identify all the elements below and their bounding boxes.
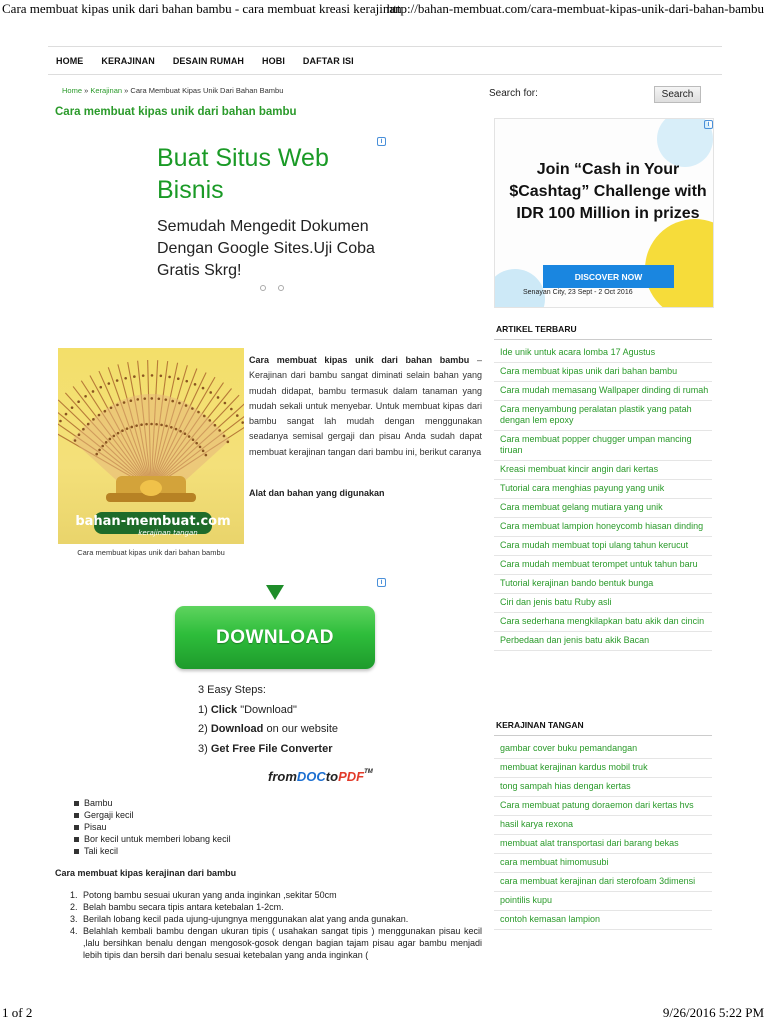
step-1 [198,701,338,721]
brand-to: to [325,769,339,784]
discover-now-button[interactable]: DISCOVER NOW [543,265,674,288]
intro-bold: Cara membuat kipas unik dari bahan bambu [249,355,470,365]
ad-pagination-dots [260,285,284,291]
download-steps [198,681,338,759]
print-header [0,0,768,20]
ad-body-text: Semudah Mengedit Dokumen Dengan Google Sites.Uji Coba Gratis Skrg! [157,218,375,279]
step-2-rest: on our website [263,723,339,735]
image-watermark: bahan-membuat.com [75,514,231,529]
sidebar-link[interactable]: Tutorial cara menghias payung yang unik [494,480,712,499]
sidebar-link[interactable]: contoh kemasan lampion [494,911,712,930]
image-caption: Cara membuat kipas unik dari bahan bambu [77,548,225,557]
sidebar-link[interactable]: pointilis kupu [494,892,712,911]
list-item: 4. Belahlah kembali bambu dengan ukuran tipis ( usahakan sangat tipis ) menggunakan pisau kecil ,lalu bersihkan benalu dengan mengosok-gosok dengan bagian tajam pisau agar bambu menjadi lebih tipis dan bersih dari benalu sesuai ketebalan yang anda inginkan ( [70,926,482,960]
sidebar-link[interactable]: Cara sederhana mengkilapkan batu akik dan cincin [494,613,712,632]
breadcrumb-separator: » [122,86,131,95]
search-label: Search for: [489,88,538,99]
step-1-rest: "Download" [237,703,297,716]
breadcrumb [62,86,283,95]
breadcrumb-category-link[interactable]: Kerajinan [90,86,123,95]
step-1-num: 1) [198,703,211,716]
list-item: Gergaji kecil [74,809,231,821]
nav-item-hobi[interactable]: HOBI [262,55,285,66]
sidebar-link[interactable]: cara membuat himomusubi [494,854,712,873]
brand-from: from [268,769,297,784]
sidebar-link[interactable]: Ide unik untuk acara lomba 17 Agustus [494,344,712,363]
intro-paragraph [249,353,482,460]
nav-item-kerajinan[interactable]: KERAJINAN [101,55,155,66]
sidebar-link[interactable]: membuat kerajinan kardus mobil truk [494,759,712,778]
post-title[interactable]: Cara membuat kipas unik dari bahan bambu [55,106,297,118]
sidebar-link[interactable]: Cara mudah memasang Wallpaper dinding di rumah [494,382,712,401]
section-divider [494,339,712,340]
brand-tm: TM [364,769,373,775]
handcraft-heading: KERAJINAN TANGAN [496,720,584,730]
step-3-num: 3) [198,742,211,755]
list-item: 1. Potong bambu sesuai ukuran yang anda inginkan ,sekitar 50cm [70,890,337,900]
sidebar-link[interactable]: Cara membuat lampion honeycomb hiasan dinding [494,518,712,537]
sidebar-link[interactable]: gambar cover buku pemandangan [494,740,712,759]
download-button-label: DOWNLOAD [216,626,334,648]
print-footer [0,1004,768,1024]
sidebar-link[interactable]: hasil karya rexona [494,816,712,835]
adchoices-icon[interactable]: i [377,137,386,146]
print-page-number: 1 of 2 [2,1005,33,1020]
text-ad[interactable] [150,136,390,306]
step-text: Belah bambu secara tipis antara ketebalan 1-2cm. [83,902,284,912]
section-divider [494,735,712,736]
step-2-num: 2) [198,723,211,735]
steps-heading: Cara membuat kipas kerajinan dari bambu [55,868,237,878]
brand-pdf: PDF [338,769,365,784]
sidebar-link[interactable]: Cara membuat popper chugger umpan mancing tiruan [494,431,712,461]
sidebar-link[interactable]: Cara menyambung peralatan plastik yang patah dengan lem epoxy [494,401,712,431]
list-item: 3. Berilah lobang kecil pada ujung-ujungnya menggunakan alat yang anda gunakan. [70,914,409,924]
list-item: Bor kecil untuk memberi lobang kecil [74,833,231,845]
banner-text: Join “Cash in Your $Cashtag” Challenge with IDR 100 Million in prizes [509,161,707,222]
bamboo-fan-illustration [58,348,244,544]
print-datetime: 9/26/2016 5:22 PM [662,1005,764,1020]
step-text: Belahlah kembali bambu dengan ukuran tipis ( usahakan sangat tipis ) menggunakan pisau kecil ,lalu bersihkan benalu dengan mengosok-gosok dengan bagian tajam pisau agar bambu menjadi lebih tipis dan bersih dari benalu sesuai ketebalan yang anda inginkan ( [83,926,482,960]
adchoices-icon[interactable]: i [704,120,713,129]
sidebar-link[interactable]: Kreasi membuat kincir angin dari kertas [494,461,712,480]
sidebar-link[interactable]: Cara membuat kipas unik dari bahan bambu [494,363,712,382]
sidebar-link[interactable]: Perbedaan dan jenis batu akik Bacan [494,632,712,651]
sidebar-banner-ad[interactable] [494,118,714,308]
step-3 [198,740,338,760]
ad-dot-2[interactable] [278,285,284,291]
steps-title: 3 Easy Steps: [198,684,266,696]
list-item: Tali kecil [74,845,231,857]
steps-list [70,889,482,961]
breadcrumb-current: Cara Membuat Kipas Unik Dari Bahan Bambu [130,86,284,95]
sidebar-link[interactable]: membuat alat transportasi dari barang bekas [494,835,712,854]
breadcrumb-home-link[interactable]: Home [62,86,83,95]
sidebar-link[interactable]: Cara mudah membuat terompet untuk tahun baru [494,556,712,575]
step-1-bold: Click [210,703,238,716]
nav-item-desain-rumah[interactable]: DESAIN RUMAH [172,55,245,66]
sidebar-link[interactable]: cara membuat kerajinan dari sterofoam 3dimensi [494,873,712,892]
step-3-bold: Get Free File Converter [210,742,333,755]
sidebar-link[interactable]: Ciri dan jenis batu Ruby asli [494,594,712,613]
sidebar-link[interactable]: Cara mudah membuat topi ulang tahun kerucut [494,537,712,556]
handcraft-list [494,740,712,930]
nav-item-home[interactable]: HOME [56,55,84,66]
sidebar-link[interactable]: Tutorial kerajinan bando bentuk bunga [494,575,712,594]
recent-heading: ARTIKEL TERBARU [496,324,577,334]
list-item: 2. Belah bambu secara tipis antara ketebalan 1-2cm. [70,902,284,912]
breadcrumb-separator: » [82,86,91,95]
list-item: Bambu [74,797,231,809]
adchoices-icon[interactable]: i [377,578,386,587]
banner-footer: Senayan City, 23 Sept - 2 Oct 2016 [523,289,633,296]
sidebar-link[interactable]: tong sampah hias dengan kertas [494,778,712,797]
print-page-title: Cara membuat kipas unik dari bahan bambu - cara membuat kreasi kerajinan [2,1,402,16]
recent-articles-list [494,344,712,651]
search-button[interactable]: Search [654,86,701,103]
step-2-bold: Download [210,723,264,735]
step-2 [198,720,338,740]
sidebar-link[interactable]: Cara membuat gelang mutiara yang unik [494,499,712,518]
ad-dot-1[interactable] [260,285,266,291]
tools-list [74,797,231,857]
sidebar-link[interactable]: Cara membuat patung doraemon dari kertas hvs [494,797,712,816]
bamboo-fan-image [58,348,244,544]
intro-text: – Kerajinan dari bambu sangat diminati selain bahan yang mudah didapat, bambu termasuk dalam tanaman yang mudah sekali untuk menyebar. Untuk membuat kipas dari bambu sangat lah mudah dengan menggunakan seadanya semisal gergaji dan pisau Anda sudah dapat membuat kerajinan tangan dari bambu ini, berikut caranya [249,355,482,457]
list-item: Pisau [74,821,231,833]
brand-doc: DOC [296,769,326,784]
step-text: Potong bambu sesuai ukuran yang anda inginkan ,sekitar 50cm [83,890,337,900]
fromdoctopdf-logo[interactable] [268,769,373,784]
ad-headline[interactable]: Buat Situs Web Bisnis [157,144,329,204]
print-page-url: http://bahan-membuat.com/cara-membuat-kipas-unik-dari-bahan-bambu [386,1,764,16]
main-nav [48,46,722,75]
download-button[interactable] [175,606,375,669]
tools-heading: Alat dan bahan yang digunakan [249,488,385,498]
nav-item-daftar-isi[interactable]: DAFTAR ISI [302,55,354,66]
down-arrow-icon [266,585,284,600]
step-text: Berilah lobang kecil pada ujung-ujungnya menggunakan alat yang anda gunakan. [83,914,409,924]
image-watermark-sub: kerajinan tangan [138,529,198,537]
